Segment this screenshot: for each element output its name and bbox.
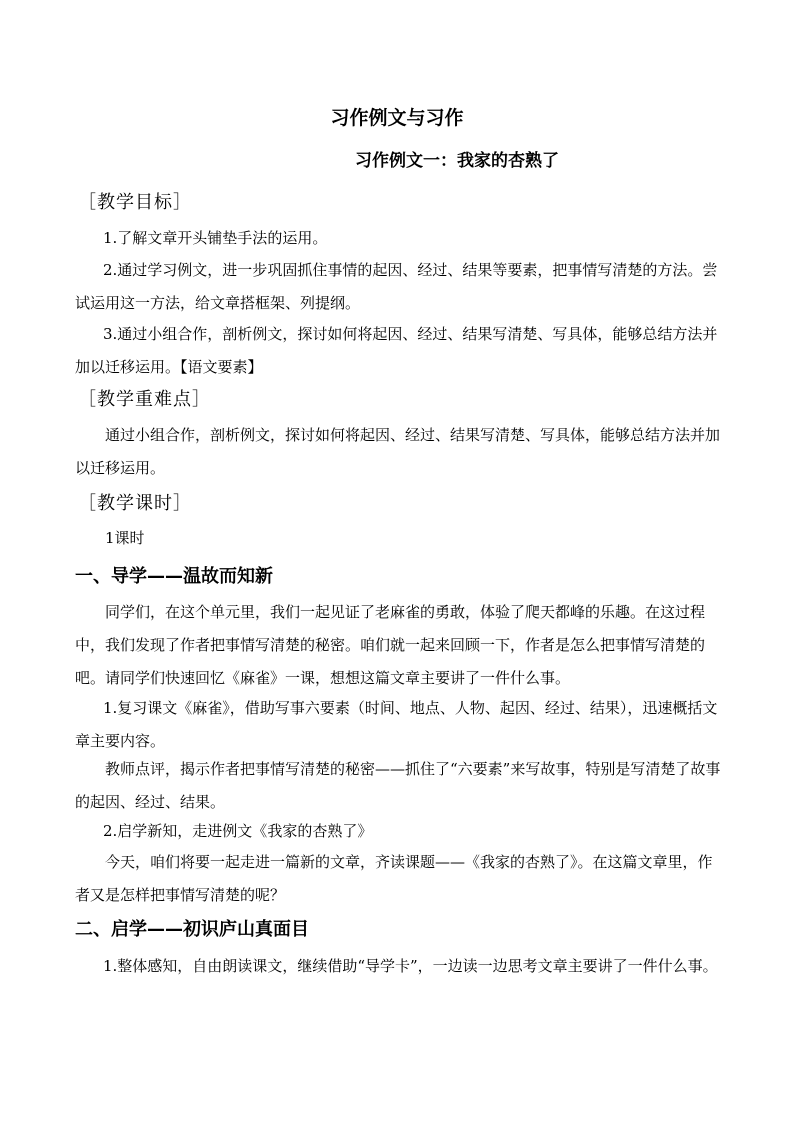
section-1-paragraph: 同学们，在这个单元里，我们一起见证了老麻雀的勇敢，体验了爬天都峰的乐趣。在这过程中，我们发现了作者把事情写清楚的秘密。咱们就一起来回顾一下，作者是怎么把事情写清楚的吧。请同学们快速回忆《麻雀》一课，想想这篇文章主要讲了一件什么事。: [75, 603, 706, 687]
document-subtitle: 习作例文一：我家的杏熟了: [355, 151, 559, 171]
goal-3: 3.通过小组合作，剖析例文，探讨如何将起因、经过、结果写清楚、写具体，能够总结方法并加以迁移运用。【语文要素】: [75, 325, 718, 376]
lesson-hours-label: ［教学课时］: [78, 493, 192, 514]
section-1-item-1: 1.复习课文《麻雀》，借助写事六要素（时间、地点、人物、起因、经过、结果），迅速概括文章主要内容。: [75, 699, 718, 750]
lesson-hours-text: 1课时: [105, 529, 145, 547]
goals-label: ［教学目标］: [78, 192, 192, 213]
document-title: 习作例文与习作: [330, 107, 464, 129]
section-1-heading: 一、导学——温故而知新: [75, 566, 273, 587]
section-1-teacher-comment: 教师点评，揭示作者把事情写清楚的秘密——抓住了“六要素”来写故事，特别是写清楚了故事的起因、经过、结果。: [75, 760, 721, 811]
section-1-item-2: 2.启学新知，走进例文《我家的杏熟了》: [103, 822, 373, 840]
section-2-item-1: 1.整体感知，自由朗读课文，继续借助“导学卡”，一边读一边思考文章主要讲了一件什么事。: [103, 957, 718, 975]
goal-2: 2.通过学习例文，进一步巩固抓住事情的起因、经过、结果等要素，把事情写清楚的方法。尝试运用这一方法，给文章搭框架、列提纲。: [75, 261, 718, 312]
key-points-text: 通过小组合作，剖析例文，探讨如何将起因、经过、结果写清楚、写具体，能够总结方法并加以迁移运用。: [75, 426, 721, 477]
goal-1: 1.了解文章开头铺垫手法的运用。: [103, 229, 328, 247]
key-points-label: ［教学重难点］: [78, 389, 211, 410]
section-1-intro-text: 今天，咱们将要一起走进一篇新的文章，齐读课题——《我家的杏熟了》。在这篇文章里，作者又是怎样把事情写清楚的呢？: [75, 853, 713, 904]
section-2-heading: 二、启学——初识庐山真面目: [75, 919, 309, 940]
